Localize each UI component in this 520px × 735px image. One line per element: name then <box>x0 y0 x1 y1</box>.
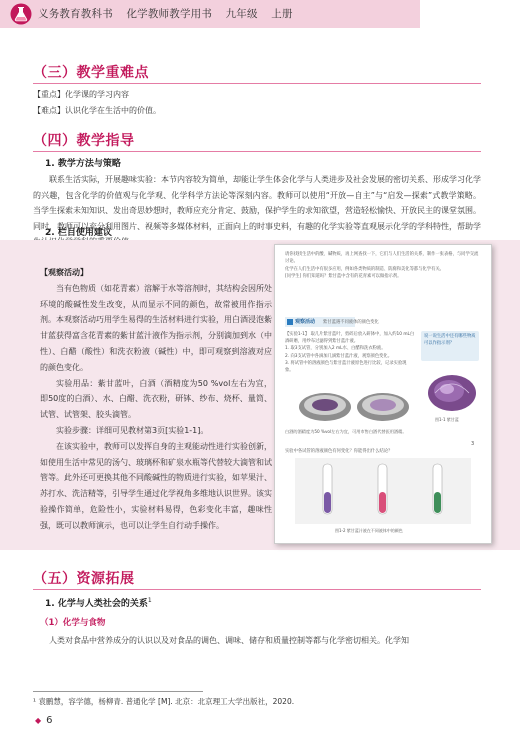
section3-difficulty: 【难点】认识化学在生活中的价值。 <box>33 106 161 115</box>
textbook-page-image <box>274 244 492 544</box>
running-header <box>0 0 520 30</box>
side-note-box <box>421 331 479 361</box>
footnote: ¹ 袁鹏慧，容学德，杨柳青. 普通化学 [M]. 北京：北京理工大学出版社，2020. <box>33 697 295 706</box>
textbook-note-bottom: 白酒的酒精度为50 %vol左右为宜，可用市售白酒代替医用酒精。 <box>285 429 407 434</box>
section4-sub2: 2. 栏目使用建议 <box>45 228 112 238</box>
cabbage-image <box>425 367 479 415</box>
textbook-top-text: 请你找找生活中的酸、碱物质，再上网查找一下，它们与人们生活的关系，制作一张表格，与同学交流讨论。 化学在人们生活中有很多应用，例如各类物质的制造、防腐和美化等都与化学有关。 [问学生] 你们知道吗？紫甘蓝中含有的花青素可以做指示剂。 <box>285 252 479 280</box>
footnote-ref: 1 <box>147 597 152 604</box>
textbook-tube-caption: 图1-2 紫甘蓝汁液在不同液体中的颜色 <box>335 528 403 533</box>
activity-icon <box>287 319 293 325</box>
observation-p3: 实验步骤：详细可见教材第3页[实验1-1]。 <box>56 425 209 435</box>
section3-rule <box>33 83 481 84</box>
section5-sub1-text: 1. 化学与人类社会的关系 <box>45 599 148 609</box>
section5-title: （五）资源拓展 <box>33 571 135 587</box>
textbook-activity-title: 观察活动 <box>295 319 316 325</box>
page-number <box>35 715 53 726</box>
section4-title: （四）教学指导 <box>33 133 135 149</box>
flask-logo-icon <box>10 3 32 25</box>
observation-p2: 实验用品：紫甘蓝叶，白酒（酒精度为50 %vol左右为宜，即50度的白酒）、水、白醋、洗衣粉，研钵、纱布、烧杯、量筒、试管、试管架、胶头滴管。 <box>40 378 272 420</box>
section5-sub1 <box>45 596 152 609</box>
footnote-rule <box>33 691 203 692</box>
observation-p1: 当有色物质（如花青素）溶解于水等溶剂时，其结构会因所处环境的酸碱性发生改变，从而显示不同的颜色，故常被用作指示剂。本观察活动巧用学生易得的生活材料进行实验，用白酒浸泡紫甘蓝获得富含花青素的紫甘蓝汁液作为指示剂，分别滴加到水（中性）、白醋（酸性）和洗衣粉液（碱性）中，即可观察到溶液对应的颜色变化。 <box>40 283 272 372</box>
section5-rule <box>33 589 481 590</box>
header-volume: 上册 <box>271 8 293 20</box>
section3-title: （三）教学重难点 <box>33 65 149 81</box>
section5-para: 人类对食品中营养成分的认识以及对食品的调色、调味、储存和质量控制等都与化学密切相关。化学知 <box>49 636 409 645</box>
textbook-side-note: 说一说生活中还有哪些物质可以作指示剂？ <box>424 334 476 346</box>
textbook-page-num: 3 <box>471 441 475 447</box>
header-book: 化学教师教学用书 <box>126 8 213 20</box>
textbook-activity-sub: 紫甘蓝遇不同液体的颜色变化 <box>323 319 379 325</box>
textbook-steps: 【实验1-1】 取几片紫甘蓝叶，剪碎后放入研钵中，加入约10 mL白酒研磨，用纱布过滤得到紫甘蓝汁液。 1. 取3支试管，分别加入2 mL水、白醋和洗衣粉液。 2. 向3支试管中各滴加几滴紫甘蓝汁液，观察颜色变化。 3. 将试管中的溶液颜色与紫甘蓝汁液原色进行比较，记录实验现象。 <box>285 332 415 374</box>
diamond-icon: ◆ <box>35 716 42 725</box>
header-series: 义务教育教科书 <box>38 8 113 20</box>
section5-sub1-1: （1）化学与食物 <box>40 618 106 628</box>
bowls-image <box>295 385 415 425</box>
textbook-result-question: 实验中各试管的溶液颜色有何变化？你能得出什么结论？ <box>285 449 393 454</box>
textbook-fig-caption: 图1-1 紫甘蓝 <box>435 417 459 422</box>
section4-sub1: 1. 教学方法与策略 <box>45 159 121 169</box>
header-grade: 九年级 <box>225 8 258 20</box>
observation-p4: 在该实验中，教师可以发挥自身的主观能动性进行实验创新，如使用生活中常见的汤勺、玻璃杯和矿泉水瓶等代替较大滴管和试管等。此外还可更换其他不同酸碱性的物质进行实验，如苹果汁、苏打水、洗洁精等，引导学生通过化学视角多维地认识世界。该实验操作简单，危险性小，实验材料易得，色彩变化丰富，趣味性强，既可以教师演示，也可以让学生自行动手操作。 <box>40 441 272 530</box>
section3-key: 【重点】化学课的学习内容 <box>33 90 129 99</box>
test-tubes-image <box>295 458 471 524</box>
section4-para1: 联系生活实际，开展趣味实验：本节内容较为简单，却能让学生体会化学与人类进步及社会发展的密切关系、形成学习化学的兴趣，包含化学的价值观与化学观、化学科学方法论等深刻内容。教师可以使用“开放—自主”与“启发—探索”式教学策略。当学生探索未知知识、发出奇思妙想时，教师应充分肯定、鼓励，保护学生的求知欲望，营造轻松愉快、开放民主的课堂氛围。同时，教师可以充分利用图片、视频等多媒体材料，正面向上的时事史料，有趣的化学实验等直观展示化学的学科特性，帮助学 <box>33 175 481 231</box>
observation-title: 【观察活动】 <box>40 268 88 277</box>
observation-text <box>40 265 272 534</box>
header-title <box>38 6 303 21</box>
page-number-text: 6 <box>46 715 53 726</box>
section4-rule <box>33 151 481 152</box>
